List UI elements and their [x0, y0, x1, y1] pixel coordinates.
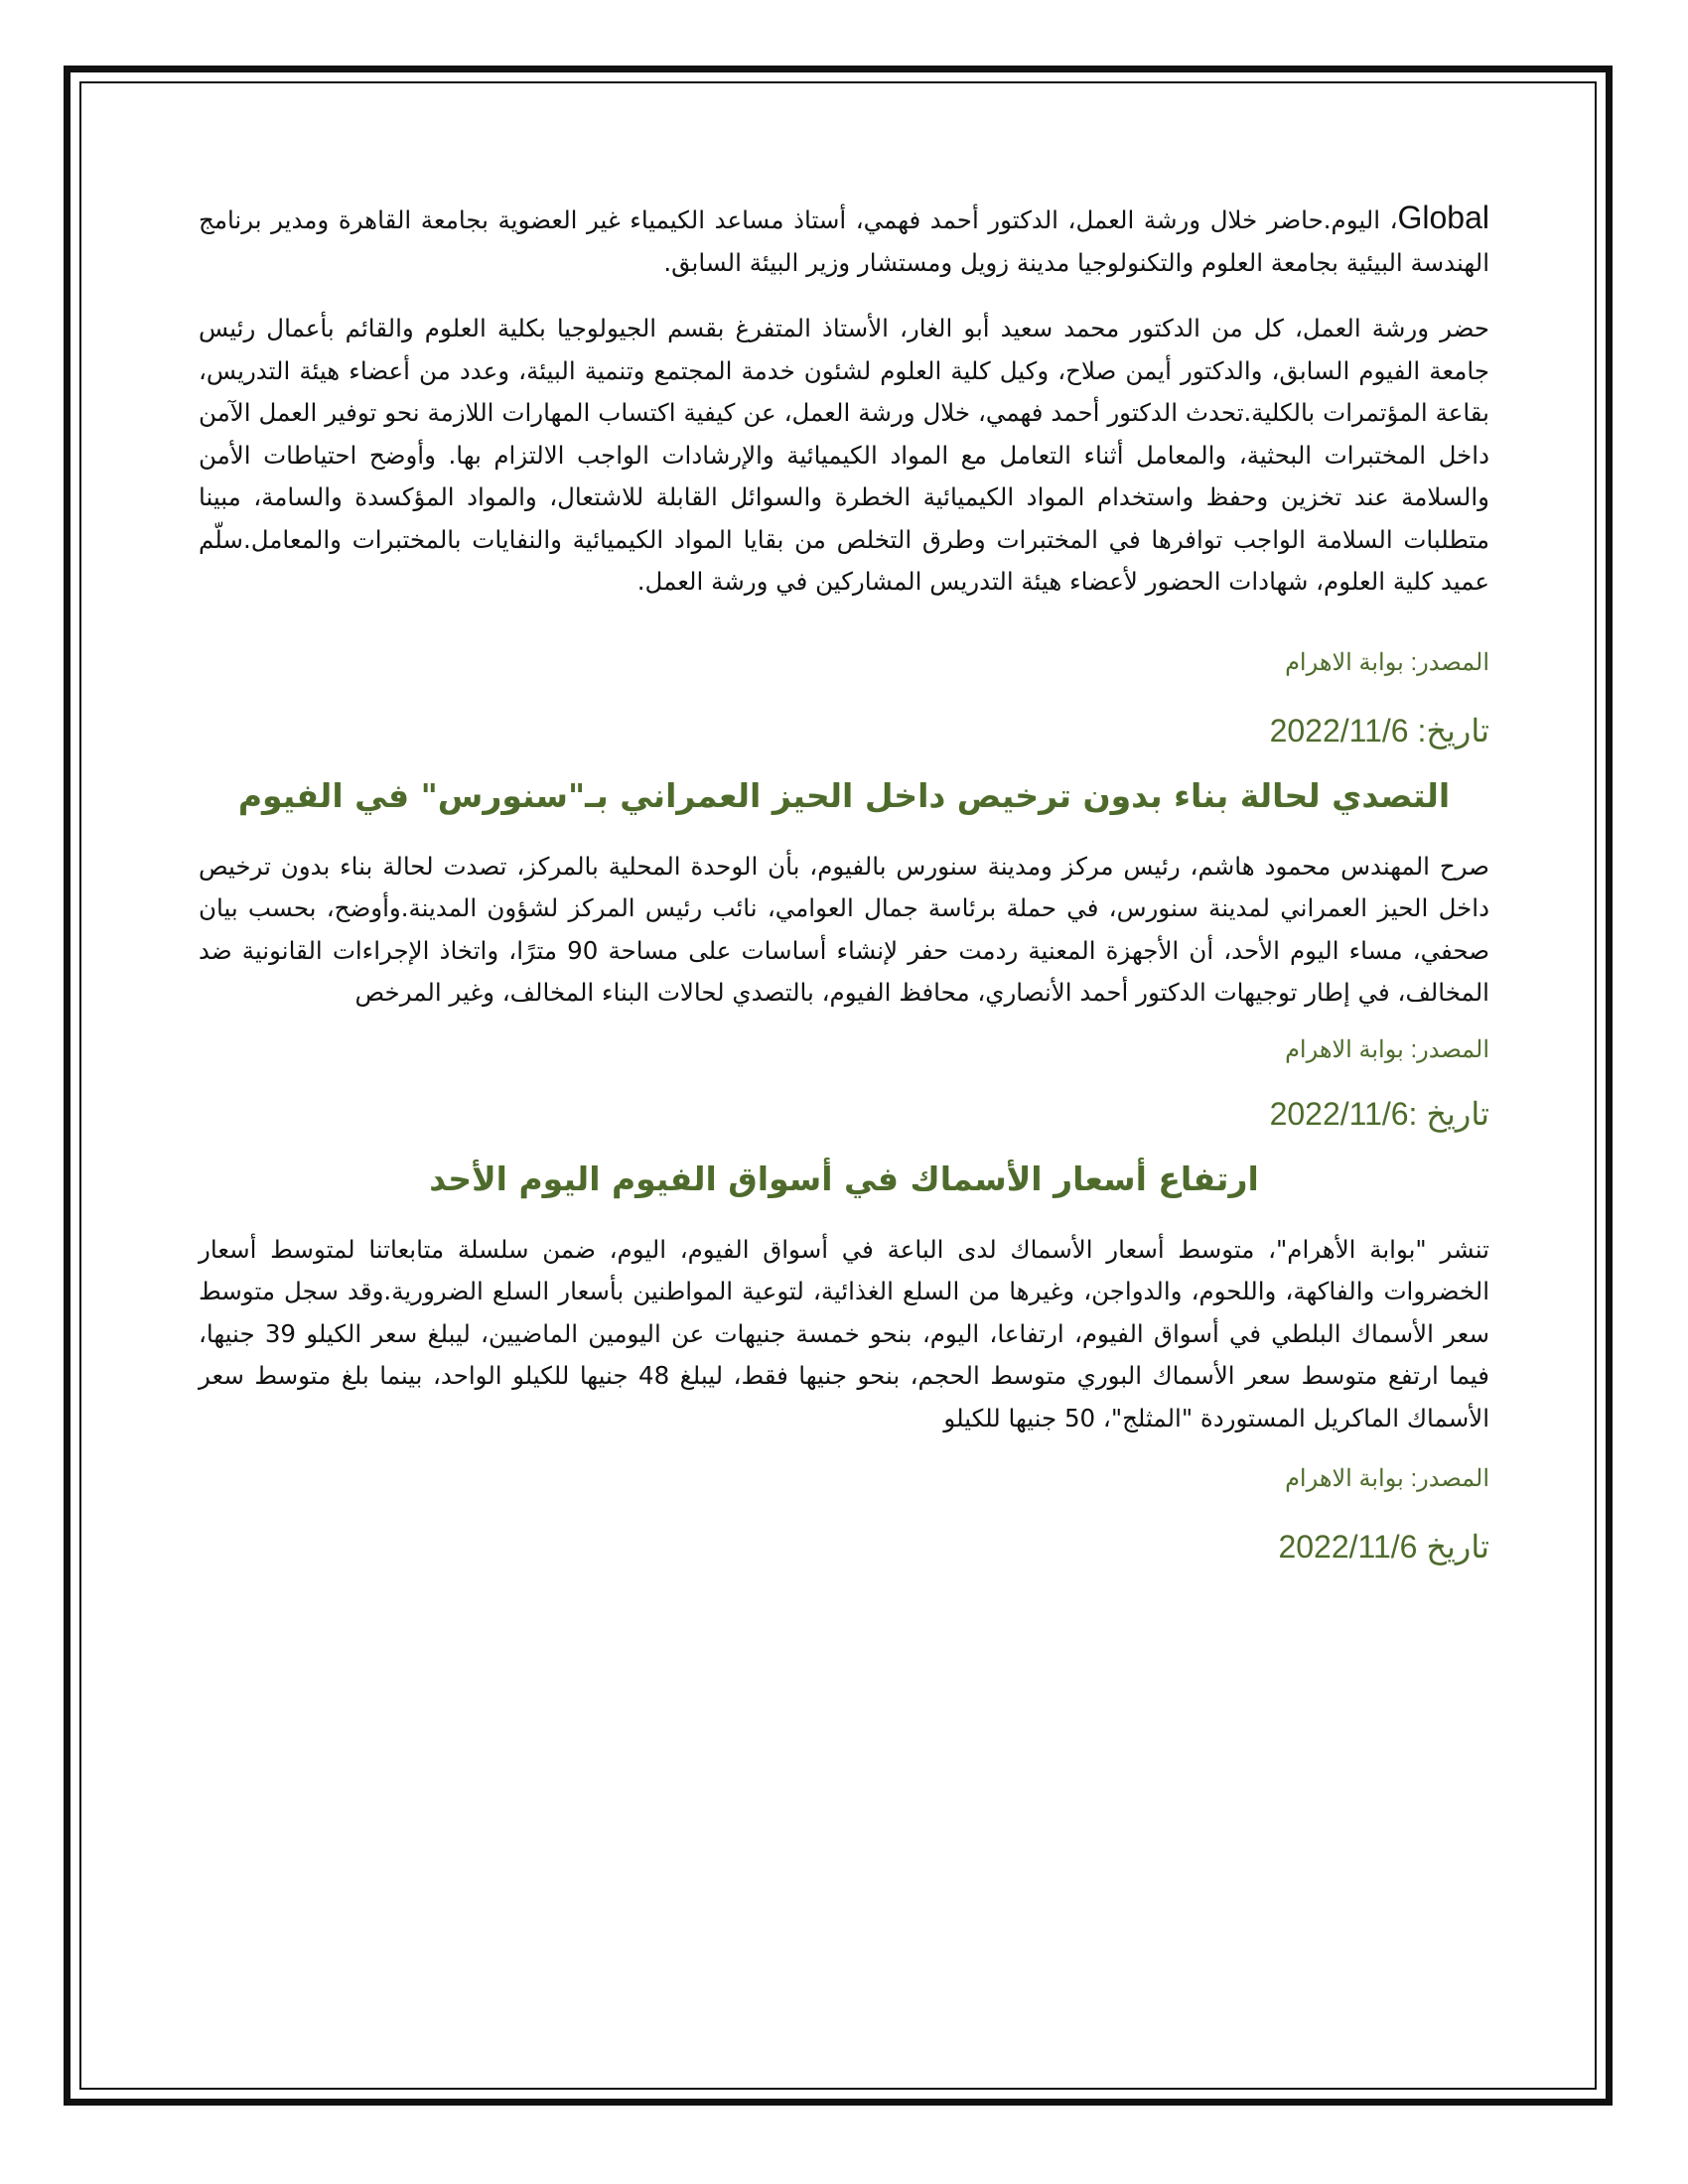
article1-paragraph-1 — [199, 197, 1489, 284]
article1-source: المصدر: بوابة الاهرام — [1285, 648, 1489, 676]
article3-source: المصدر: بوابة الاهرام — [1285, 1465, 1489, 1492]
article1-paragraph-1-text: ، اليوم.حاضر خلال ورشة العمل، الدكتور أحمد فهمي، أستاذ مساعد الكيمياء غير العضوية بجامعة القاهرة ومدير برنامج الهندسة البيئية بجامعة العلوم والتكنولوجيا مدينة زويل ومستشار وزير البيئة السابق. — [199, 205, 1489, 277]
article1-date: تاريخ: 2022/11/6 — [1269, 712, 1489, 749]
article3-headline: ارتفاع أسعار الأسماك في أسواق الفيوم اليوم الأحد — [429, 1159, 1259, 1198]
article1-global-word: Global — [1397, 200, 1489, 235]
document-content — [199, 197, 1489, 1567]
article2-body: صرح المهندس محمود هاشم، رئيس مركز ومدينة سنورس بالفيوم، بأن الوحدة المحلية بالمركز، تصدت لحالة بناء بدون ترخيص داخل الحيز العمراني لمدينة سنورس، في حملة برئاسة جمال العوامي، نائب رئيس المركز لشؤون المدينة.وأوضح، بحسب بيان صحفي، مساء اليوم الأحد، أن الأجهزة المعنية ردمت حفر لإنشاء أساسات على مساحة 90 مترًا، واتخاذ الإجراءات القانونية ضد المخالف، في إطار توجيهات الدكتور أحمد الأنصاري، محافظ الفيوم، بالتصدي لحالات البناء المخالف، وغير المرخص — [199, 851, 1490, 1007]
article2-source: المصدر: بوابة الاهرام — [1285, 1035, 1489, 1063]
article1-paragraph-2: حضر ورشة العمل، كل من الدكتور محمد سعيد أبو الغار، الأستاذ المتفرغ بقسم الجيولوجيا بكلية العلوم والقائم بأعمال رئيس جامعة الفيوم السابق، والدكتور أيمن صلاح، وكيل كلية العلوم لشئون خدمة المجتمع وتنمية البيئة، وعدد من أعضاء هيئة التدريس، بقاعة المؤتمرات بالكلية.تحدث الدكتور أحمد فهمي، خلال ورشة العمل، عن كيفية اكتساب المهارات اللازمة نحو توفير العمل الآمن داخل المختبرات البحثية، والمعامل أثناء التعامل مع المواد الكيميائية والإرشادات الواجب الالتزام بها. وأوضح احتياطات الأمن والسلامة عند تخزين وحفظ واستخدام المواد الكيميائية الخطرة والسوائل القابلة للاشتعال، والمواد المؤكسدة والسامة، مبينا متطلبات السلامة الواجب توافرها في المختبرات وطرق التخلص من بقايا المواد الكيميائية والنفايات بالمختبرات والمعامل.سلّم عميد كلية العلوم، شهادات الحضور لأعضاء هيئة التدريس المشاركين في ورشة العمل. — [199, 314, 1489, 596]
article2-headline: التصدي لحالة بناء بدون ترخيص داخل الحيز العمراني بـ"سنورس" في الفيوم — [237, 775, 1451, 815]
article3-body: تنشر "بوابة الأهرام"، متوسط أسعار الأسماك لدى الباعة في أسواق الفيوم، اليوم، ضمن سلسلة متابعاتنا لمتوسط أسعار الخضروات والفاكهة، واللحوم، والدواجن، وغيرها من السلع الغذائية، لتوعية المواطنين بأسعار السلع الضرورية.وقد سجل متوسط سعر الأسماك البلطي في أسواق الفيوم، ارتفاعا، اليوم، بنحو خمسة جنيهات عن اليومين الماضيين، ليبلغ سعر الكيلو 39 جنيها، فيما ارتفع متوسط سعر الأسماك البوري متوسط الحجم، بنحو جنيها فقط، ليبلغ 48 جنيها للكيلو الواحد، بينما بلغ متوسط سعر الأسماك الماكريل المستوردة "المثلج"، 50 جنيها للكيلو — [199, 1234, 1489, 1433]
article3-date: تاريخ 2022/11/6 — [1278, 1529, 1489, 1565]
article2-date: تاريخ :2022/11/6 — [1269, 1095, 1489, 1132]
